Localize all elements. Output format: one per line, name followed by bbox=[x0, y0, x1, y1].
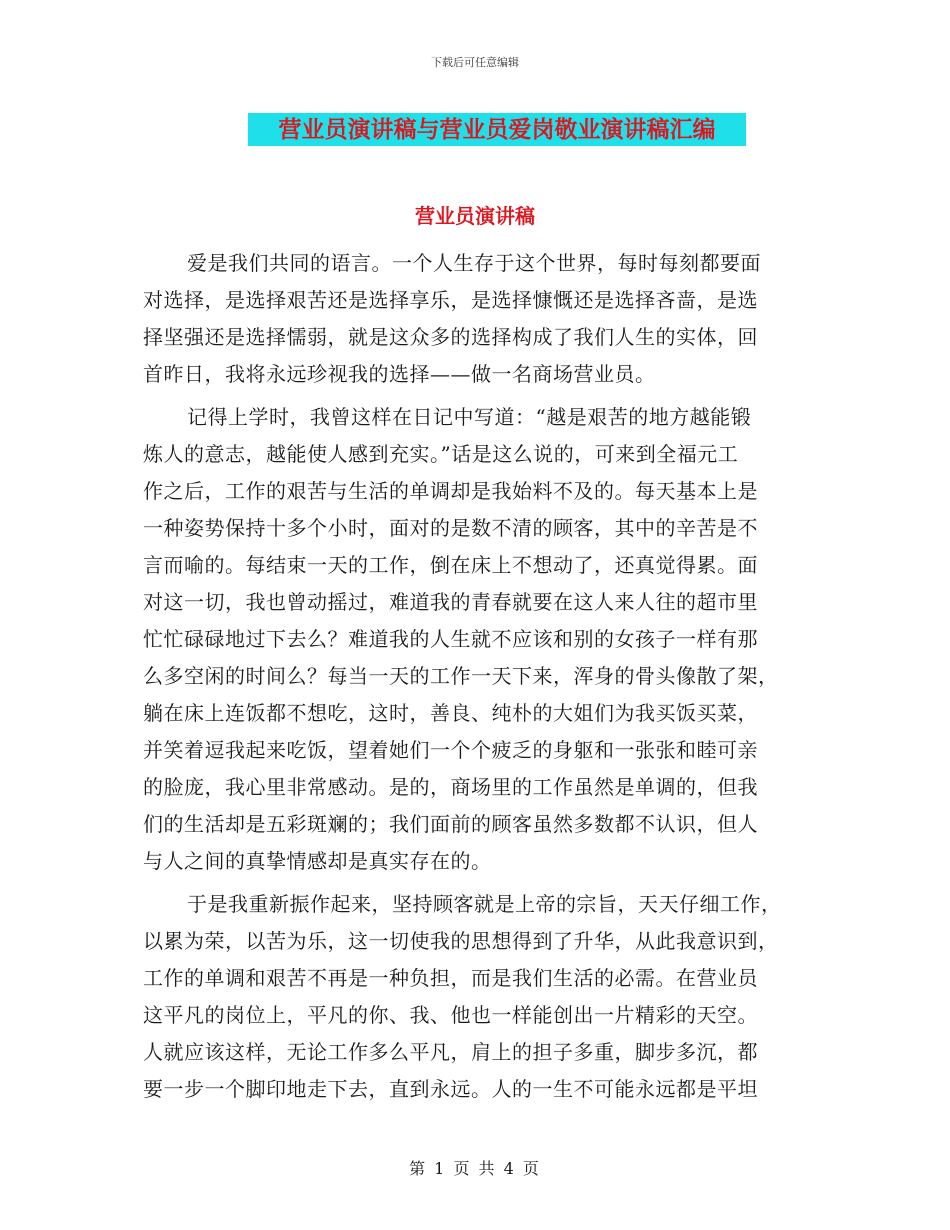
paragraph-line: 躺在床上连饭都不想吃，这时，善良、纯朴的大姐们为我买饭买菜， bbox=[143, 701, 758, 725]
paragraph-line: 们的生活却是五彩斑斓的；我们面前的顾客虽然多数都不认识，但人 bbox=[143, 812, 758, 836]
paragraph-line: 炼人的意志，越能使人感到充实。”话是这么说的，可来到全福元工 bbox=[143, 442, 739, 466]
paragraph-line: 爱是我们共同的语言。一个人生存于这个世界，每时每刻都要面 bbox=[187, 251, 761, 275]
paragraph-line: 作之后，工作的艰苦与生活的单调却是我始料不及的。每天基本上是 bbox=[143, 479, 758, 503]
paragraph-line: 一种姿势保持十多个小时，面对的是数不清的顾客，其中的辛苦是不 bbox=[143, 516, 758, 540]
paragraph bbox=[143, 886, 799, 1108]
header-note: 下载后可任意编辑 bbox=[431, 56, 519, 69]
paragraph-line: 与人之间的真挚情感却是真实存在的。 bbox=[143, 849, 492, 873]
paragraph-line: 于是我重新振作起来，坚持顾客就是上帝的宗旨，天天仔细工作， bbox=[187, 892, 782, 916]
paragraph bbox=[143, 399, 799, 880]
paragraph-line: 要一步一个脚印地走下去，直到永远。人的一生不可能永远都是平坦 bbox=[143, 1077, 758, 1101]
paragraph-line: 对这一切，我也曾动摇过，难道我的青春就要在这人来人往的超市里 bbox=[143, 590, 758, 614]
paragraph-line: 言而喻的。每结束一天的工作，倒在床上不想动了，还真觉得累。面 bbox=[143, 553, 758, 577]
paragraph-line: 首昨日，我将永远珍视我的选择——做一名商场营业员。 bbox=[143, 362, 656, 386]
paragraph-line: 记得上学时，我曾这样在日记中写道：“越是艰苦的地方越能锻 bbox=[187, 405, 752, 429]
paragraph bbox=[143, 245, 799, 393]
body-text bbox=[143, 245, 799, 1114]
page-footer: 第 1 页 共 4 页 bbox=[409, 1159, 541, 1178]
paragraph-line: 择坚强还是选择懦弱，就是这众多的选择构成了我们人生的实体，回 bbox=[143, 325, 758, 349]
paragraph-line: 并笑着逗我起来吃饭，望着她们一个个疲乏的身躯和一张张和睦可亲 bbox=[143, 738, 758, 762]
paragraph-line: 忙忙碌碌地过下去么？难道我的人生就不应该和别的女孩子一样有那 bbox=[143, 627, 758, 651]
paragraph-line: 以累为荣，以苦为乐，这一切使我的思想得到了升华，从此我意识到， bbox=[143, 929, 779, 953]
paragraph-line: 么多空闲的时间么？每当一天的工作一天下来，浑身的骨头像散了架， bbox=[143, 664, 779, 688]
document-title: 营业员演讲稿与营业员爱岗敬业演讲稿汇编 bbox=[248, 113, 746, 146]
paragraph-line: 人就应该这样，无论工作多么平凡，肩上的担子多重，脚步多沉，都 bbox=[143, 1040, 758, 1064]
paragraph-line: 这平凡的岗位上，平凡的你、我、他也一样能创出一片精彩的天空。 bbox=[143, 1003, 758, 1027]
paragraph-line: 工作的单调和艰苦不再是一种负担，而是我们生活的必需。在营业员 bbox=[143, 966, 758, 990]
paragraph-line: 的脸庞，我心里非常感动。是的，商场里的工作虽然是单调的，但我 bbox=[143, 775, 758, 799]
section-title: 营业员演讲稿 bbox=[415, 204, 535, 228]
paragraph-line: 对选择，是选择艰苦还是选择享乐，是选择慷慨还是选择吝啬，是选 bbox=[143, 288, 758, 312]
